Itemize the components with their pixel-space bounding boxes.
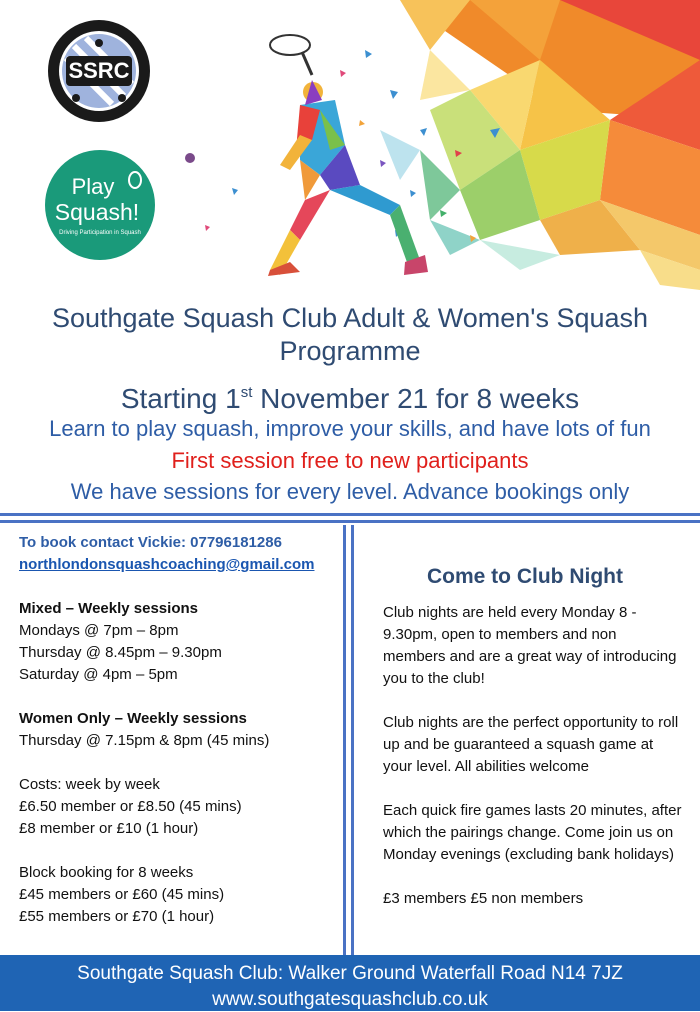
mixed-session: Mondays @ 7pm – 8pm <box>19 622 179 639</box>
mixed-session: Saturday @ 4pm – 5pm <box>19 666 178 683</box>
divider-vertical-1 <box>343 525 346 955</box>
squash-ball <box>185 153 195 163</box>
learn-tagline: Learn to play squash, improve your skills, and have lots of fun <box>49 416 651 441</box>
footer <box>0 955 700 1011</box>
ssrc-logo <box>46 18 152 124</box>
divider-top-2 <box>0 520 700 523</box>
block-line: Block booking for 8 weeks <box>19 864 194 881</box>
title-line-2: Programme <box>279 336 421 366</box>
club-night-paragraph: Each quick fire games lasts 20 minutes, after which the pairings change. Come join us on Monday evenings (excluding bank holidays) <box>383 802 682 863</box>
divider-vertical-2 <box>351 525 354 955</box>
block-line: £45 members or £60 (45 mins) <box>19 886 225 903</box>
club-night-column <box>383 602 683 932</box>
contact-line: To book contact Vickie: 07796181286 <box>19 534 282 551</box>
start-date <box>0 376 700 416</box>
costs-line: £6.50 member or £8.50 (45 mins) <box>19 798 242 815</box>
women-title: Women Only – Weekly sessions <box>19 710 247 727</box>
free-session-tagline: First session free to new participants <box>171 448 529 473</box>
block-line: £55 members or £70 (1 hour) <box>19 908 215 925</box>
women-session: Thursday @ 7.15pm & 8pm (45 mins) <box>19 732 270 749</box>
club-night-paragraph: Club nights are held every Monday 8 - 9.30pm, open to members and non members and are a great way of introducing you to the club! <box>383 604 677 687</box>
costs-line: Costs: week by week <box>19 776 160 793</box>
start-suffix: November 21 for 8 weeks <box>252 383 580 414</box>
booking-column <box>19 532 339 928</box>
email-link[interactable]: northlondonsquashcoaching@gmail.com <box>19 556 315 573</box>
divider-top-1 <box>0 513 700 516</box>
footer-website-link[interactable]: www.southgatesquashclub.co.uk <box>212 989 488 1010</box>
play-squash-logo <box>45 150 155 260</box>
play-squash-tagline: Driving Participation in Squash <box>59 230 141 236</box>
mixed-session: Thursday @ 8.45pm – 9.30pm <box>19 644 222 661</box>
programme-title <box>0 302 700 368</box>
start-sup: st <box>240 384 253 401</box>
club-night-prices: £3 members £5 non members <box>383 890 584 907</box>
levels-tagline: We have sessions for every level. Advance bookings only <box>70 479 630 504</box>
mixed-title: Mixed – Weekly sessions <box>19 600 198 617</box>
club-night-paragraph: Club nights are the perfect opportunity to roll up and be guaranteed a squash game at your level. All abilities welcome <box>383 714 679 775</box>
footer-address: Southgate Squash Club: Walker Ground Waterfall Road N14 7JZ <box>77 963 623 984</box>
start-prefix: Starting 1 <box>120 383 241 414</box>
title-line-1: Southgate Squash Club Adult & Women's Squash <box>51 303 649 333</box>
costs-line: £8 member or £10 (1 hour) <box>19 820 199 837</box>
ssrc-logo-text: SSRC <box>68 58 130 83</box>
club-night-title: Come to Club Night <box>427 565 623 588</box>
play-squash-line2: Squash! <box>54 199 140 225</box>
low-poly-splash <box>380 0 700 290</box>
play-squash-line1: Play <box>71 174 115 199</box>
